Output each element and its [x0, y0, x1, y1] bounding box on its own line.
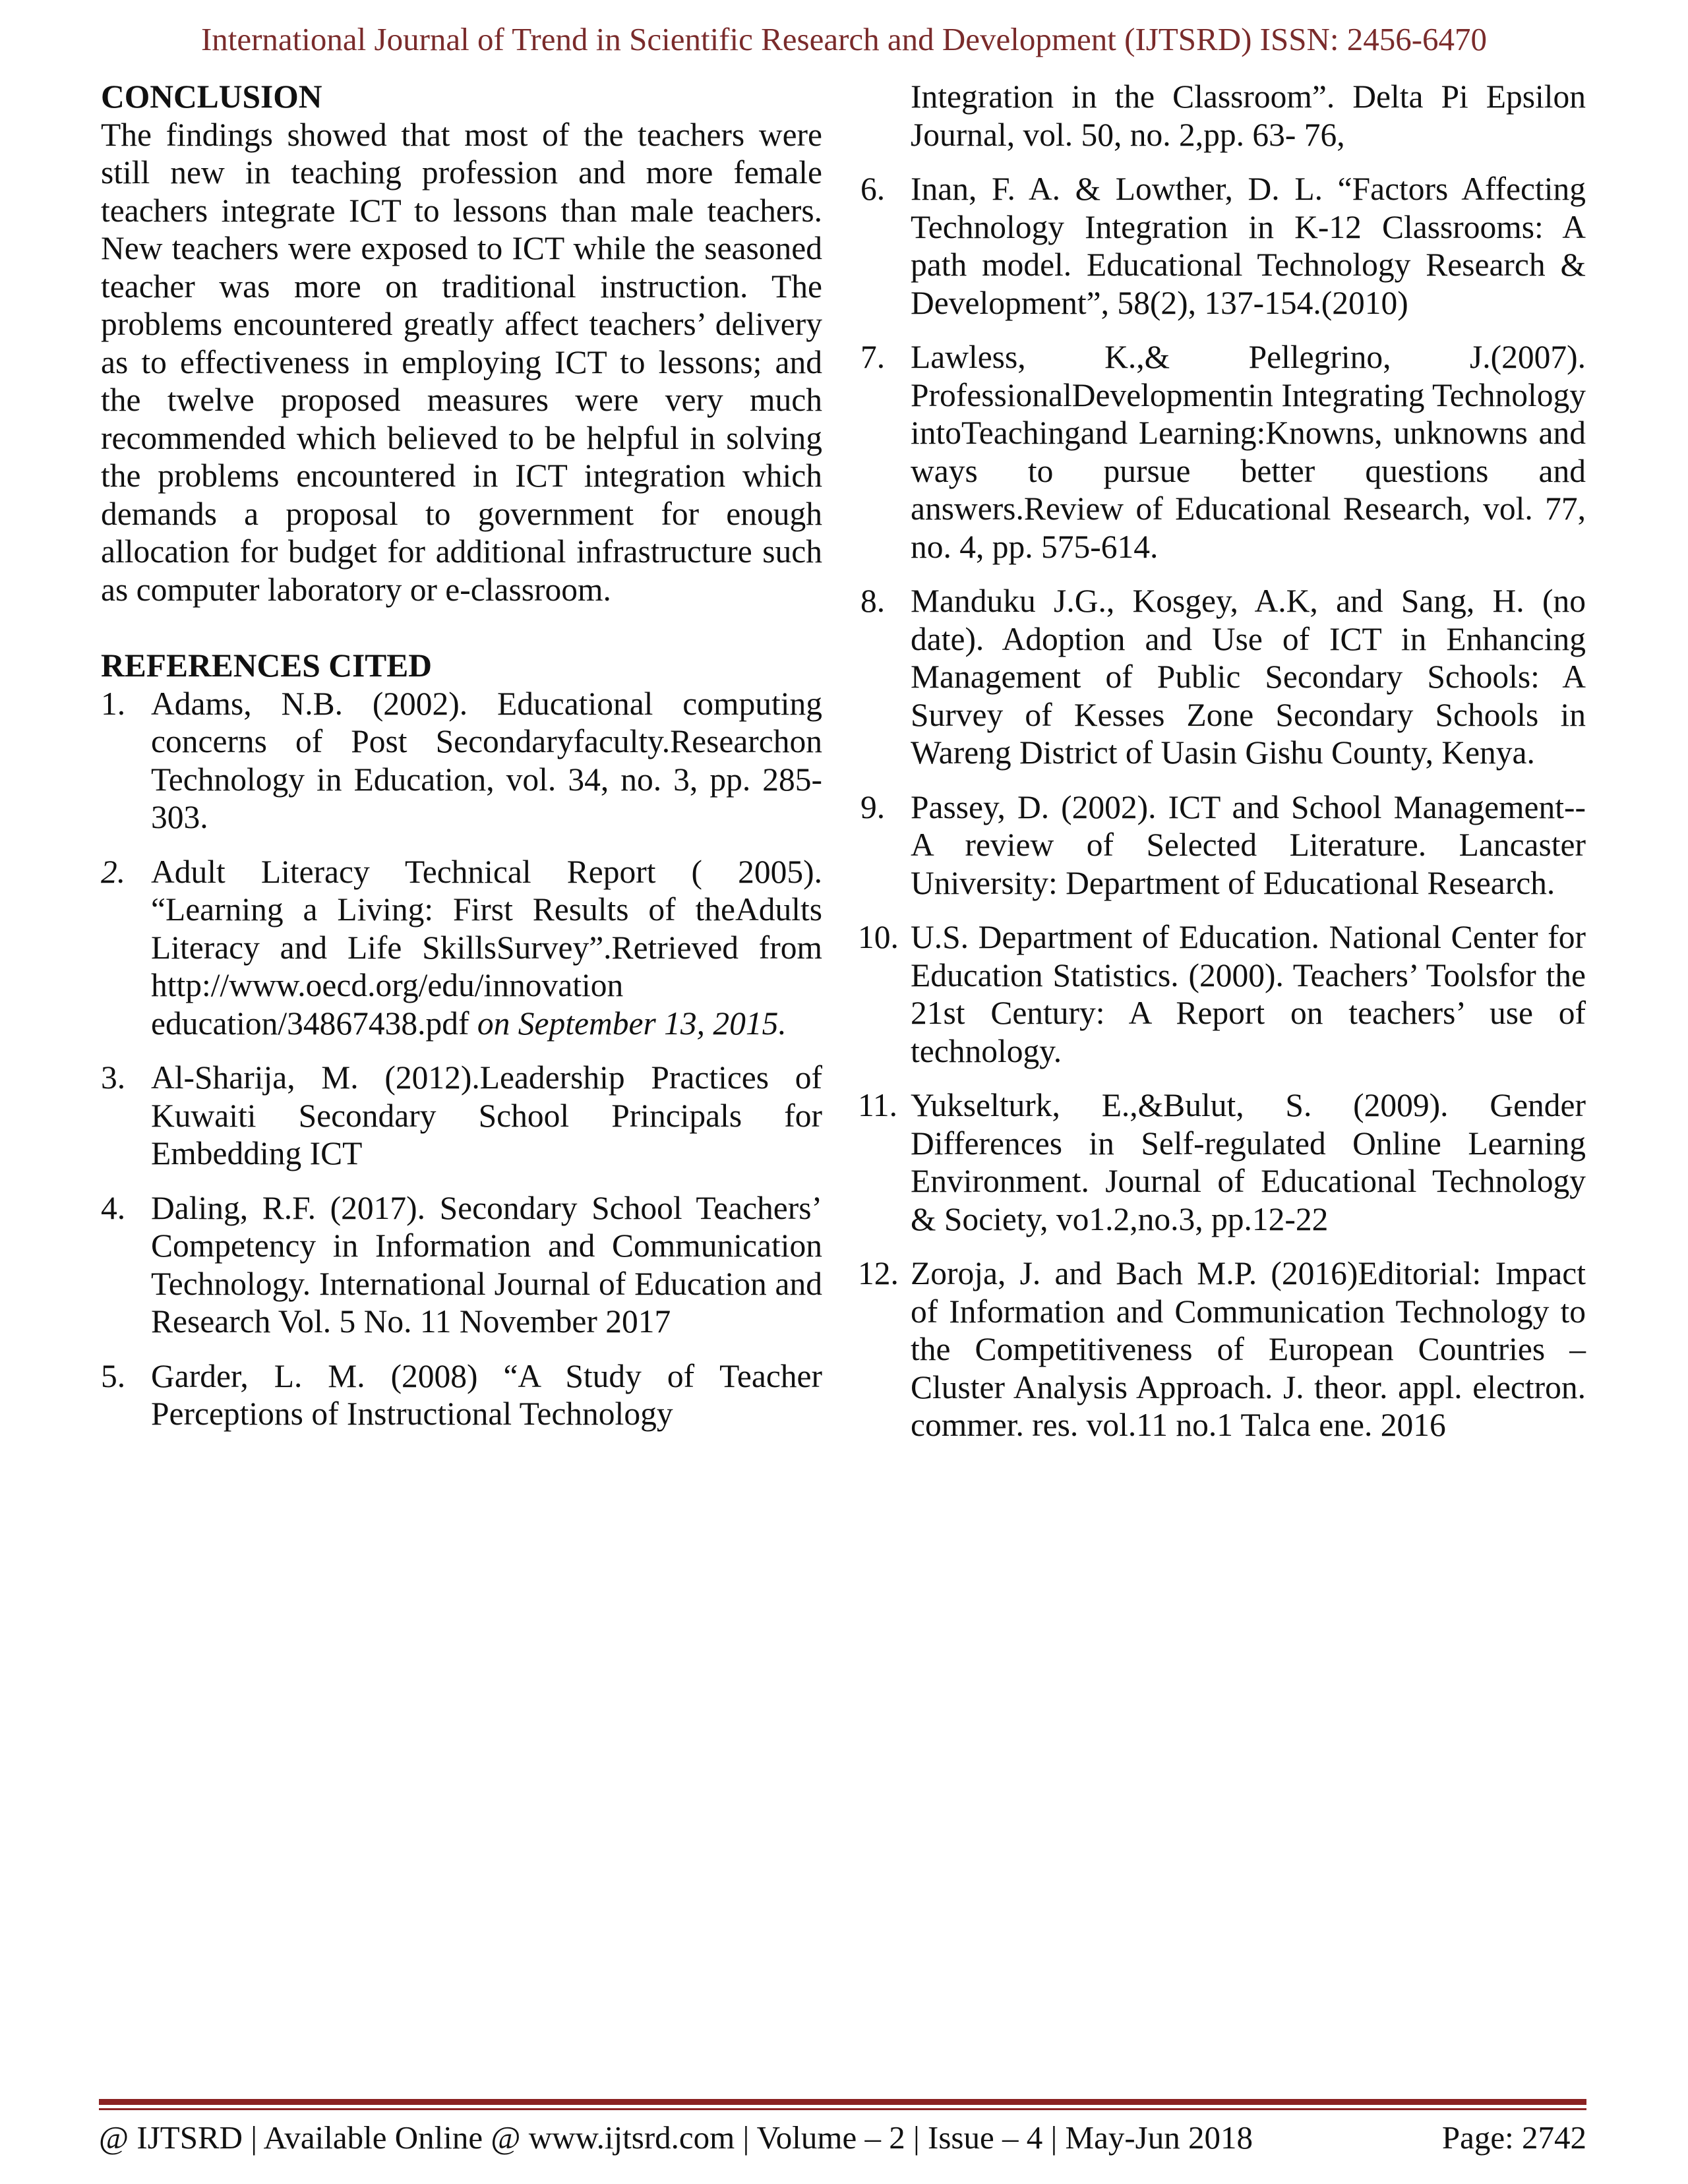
reference-item — [860, 170, 1586, 322]
reference-text: Garder, L. M. (2008) “A Study of Teacher Perceptions of Instructional Technology — [151, 1357, 822, 1432]
references-list-left — [101, 685, 822, 1433]
reference-text: Passey, D. (2002). ICT and School Management--A review of Selected Literature. Lancaster University: Department of Educational Research. — [911, 788, 1586, 901]
conclusion-body: The findings showed that most of the teachers were still new in teaching profession and more female teachers integrate ICT to lessons than male teachers. New teachers were exposed to ICT while the seasoned teacher was more on traditional instruction. The problems encountered greatly affect teachers’ delivery as to effectiveness in employing ICT to lessons; and the twelve proposed measures were very much recommended which believed to be helpful in solving the problems encountered in ICT integration which demands a proposal to government for enough allocation for budget for additional infrastructure such as computer laboratory or e-classroom. — [101, 116, 822, 608]
reference-item — [101, 853, 822, 1043]
reference-item — [101, 1189, 822, 1341]
reference-number: 9. — [860, 788, 886, 825]
reference-item — [860, 338, 1586, 566]
reference-number: 11. — [858, 1087, 898, 1123]
conclusion-heading: CONCLUSION — [101, 78, 322, 115]
left-column — [101, 78, 822, 1450]
reference-number: 3. — [101, 1059, 126, 1096]
reference-item — [101, 1357, 822, 1433]
reference-number: 4. — [101, 1189, 126, 1226]
references-list-right — [860, 170, 1586, 1444]
reference-text: Adams, N.B. (2002). Educational computing concerns of Post Secondaryfaculty.Researchon Technology in Education, vol. 34, no. 3, pp. 285-303. — [151, 685, 822, 835]
reference-number: 6. — [860, 171, 886, 207]
reference-item — [860, 582, 1586, 772]
footer-rule — [99, 2099, 1586, 2105]
reference-text: Zoroja, J. and Bach M.P. (2016)Editorial: Impact of Information and Communication Technology to the Competitiveness of European Countries – Cluster Analysis Approach. J. theor. appl. electron. commer. res. vol.11 no.1 Talca ene. 2016 — [911, 1255, 1586, 1443]
right-column — [860, 78, 1586, 1461]
reference-item — [860, 788, 1586, 902]
reference-item — [101, 685, 822, 837]
running-header: International Journal of Trend in Scientific Research and Development (IJTSRD) ISSN: 2456-6470 — [200, 21, 1488, 57]
reference-number: 2. — [101, 853, 126, 890]
reference-number: 8. — [860, 583, 886, 619]
reference-item — [860, 1086, 1586, 1238]
reference-text: Inan, F. A. & Lowther, D. L. “Factors Affecting Technology Integration in K-12 Classrooms: A path model. Educational Technology Research & Development”, 58(2), 137-154.(2010) — [911, 171, 1586, 321]
references-heading: REFERENCES CITED — [101, 647, 432, 684]
reference-item — [860, 918, 1586, 1070]
reference-text — [151, 853, 822, 1043]
footer-publication-info: @ IJTSRD | Available Online @ www.ijtsrd.com | Volume – 2 | Issue – 4 | May-Jun 2018 — [99, 2119, 1253, 2156]
reference-retrieved-date: on September 13, 2015. — [469, 1005, 787, 1042]
reference-item — [101, 1059, 822, 1173]
reference-text: Al-Sharija, M. (2012).Leadership Practices of Kuwaiti Secondary School Principals for Embedding ICT — [151, 1059, 822, 1171]
footer-rule-thin — [99, 2108, 1586, 2110]
reference-continuation: Integration in the Classroom”. Delta Pi Epsilon Journal, vol. 50, no. 2,pp. 63- 76, — [911, 78, 1586, 153]
footer-page-number: Page: 2742 — [1441, 2119, 1586, 2156]
reference-text: Lawless, K.,& Pellegrino, J.(2007). ProfessionalDevelopmentin Integrating Technology intoTeachingand Learning:Knowns, unknowns and ways to pursue better questions and answers.Review of Educational Research, vol. 77, no. 4, pp. 575-614. — [911, 339, 1586, 565]
reference-number: 5. — [101, 1357, 126, 1394]
reference-text: Yukselturk, E.,&Bulut, S. (2009). Gender Differences in Self-regulated Online Learning Environment. Journal of Educational Technology & Society, vo1.2,no.3, pp.12-22 — [911, 1087, 1586, 1237]
reference-item — [860, 1254, 1586, 1444]
reference-text-main: Adult Literacy Technical Report ( 2005). “Learning a Living: First Results of theAdults Literacy and Life SkillsSurvey”.Retrieved from http://www.oecd.org/edu/innovation education/34867438.pdf — [151, 853, 822, 1042]
reference-number: 10. — [858, 919, 899, 955]
reference-text: U.S. Department of Education. National Center for Education Statistics. (2000). Teachers’ Toolsfor the 21st Century: A Report on teachers’ use of technology. — [911, 919, 1586, 1069]
reference-number: 12. — [858, 1255, 899, 1291]
reference-text: Daling, R.F. (2017). Secondary School Teachers’ Competency in Information and Communication Technology. International Journal of Education and Research Vol. 5 No. 11 November 2017 — [151, 1189, 822, 1340]
reference-text: Manduku J.G., Kosgey, A.K, and Sang, H. (no date). Adoption and Use of ICT in Enhancing Management of Public Secondary Schools: A Survey of Kesses Zone Secondary Schools in Wareng District of Uasin Gishu County, Kenya. — [911, 583, 1586, 771]
reference-number: 7. — [860, 339, 886, 375]
reference-number: 1. — [101, 685, 126, 722]
